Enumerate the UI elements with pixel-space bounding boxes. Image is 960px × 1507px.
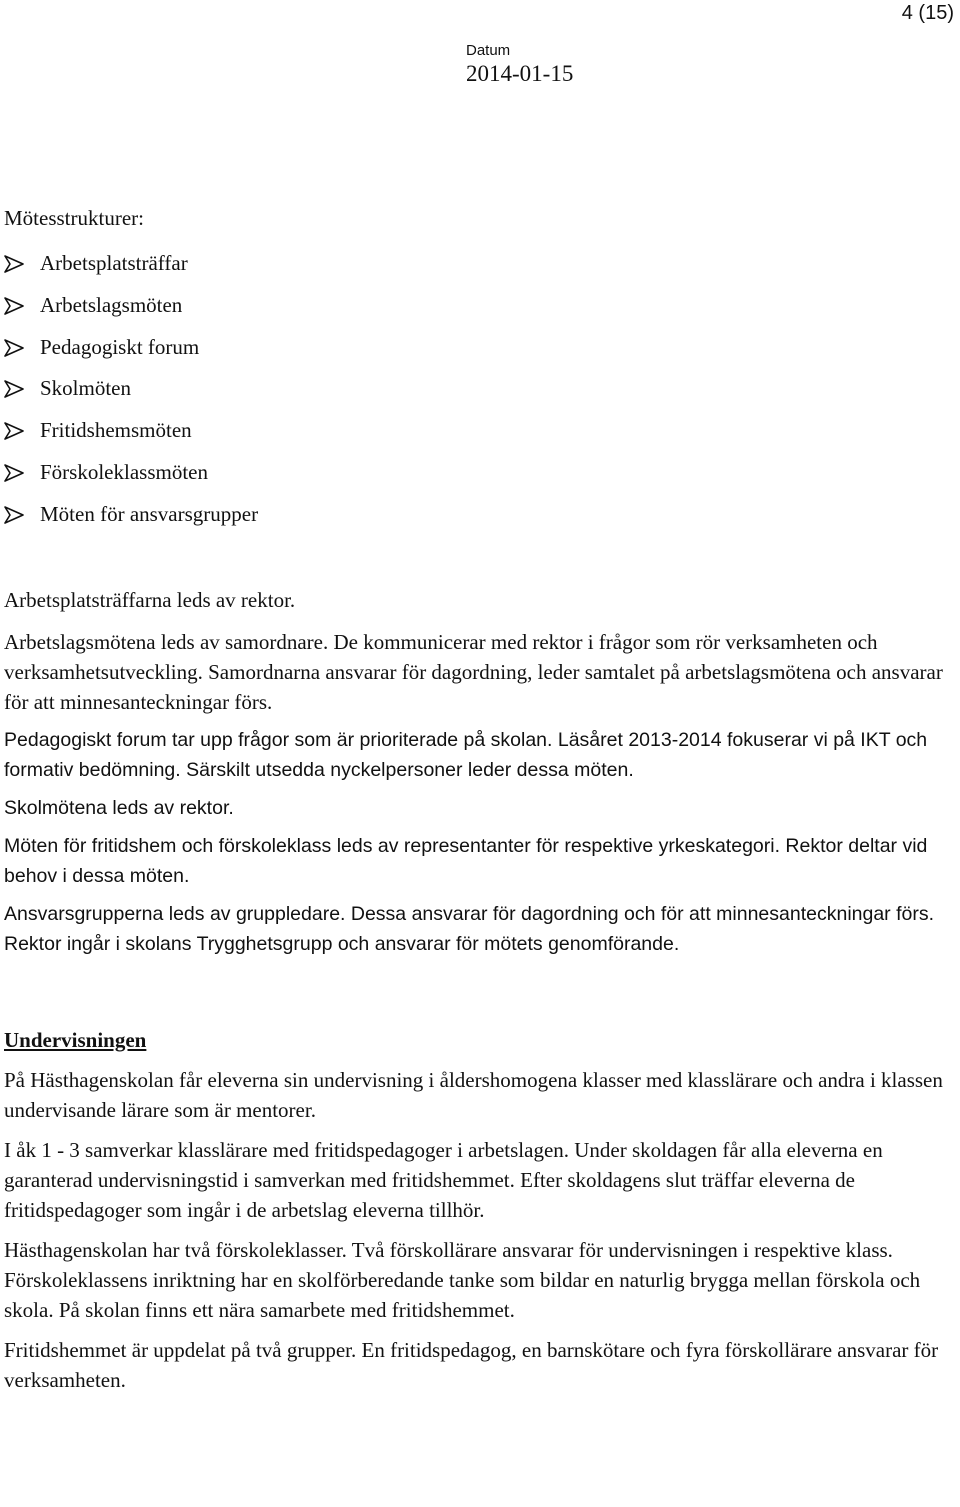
meetings-list bbox=[4, 243, 954, 536]
list-item bbox=[4, 452, 954, 494]
paragraph-arbetslagsmoten: Arbetslagsmötena leds av samordnare. De kommunicerar med rektor i frågor som rör verksamheten och verksamhetsutveckling. Samordnarna ansvarar för dagordning, leder samtalet på arbetslagsmötena och ansvarar för att minnesanteckningar förs. bbox=[4, 629, 943, 714]
list-item bbox=[4, 285, 954, 327]
paragraph-fritidshemmet: Fritidshemmet är uppdelat på två grupper. En fritidspedagog, en barnskötare och fyra förskollärare ansvarar för verksamheten. bbox=[4, 1337, 939, 1392]
arrow-bullet-icon bbox=[4, 297, 24, 315]
paragraph-forskoleklasser: Hästhagenskolan har två förskoleklasser. Två förskollärare ansvarar för undervisningen i respektive klass. Förskoleklassens inriktning har en skolförberedande tanke som bildar en naturlig brygga mellan förskola och skola. På skolan finns ett nära samarbete med fritidshemmet. bbox=[4, 1237, 921, 1322]
arrow-bullet-icon bbox=[4, 422, 24, 440]
list-item-label: Förskoleklassmöten bbox=[40, 459, 208, 484]
list-item-label: Fritidshemsmöten bbox=[40, 418, 192, 443]
paragraph-fritidshem-forskoleklass: Möten för fritidshem och förskoleklass leds av representanter för respektive yrkeskategori. Rektor deltar vid behov i dessa möten. bbox=[4, 834, 928, 887]
date-block bbox=[466, 42, 573, 88]
paragraph-undervisning-intro: På Hästhagenskolan får eleverna sin undervisning i åldershomogena klasser med klasslärare och andra i klassen undervisande lärare som är mentorer. bbox=[4, 1067, 943, 1122]
paragraph-ak-1-3: I åk 1 - 3 samverkar klasslärare med fritidspedagoger i arbetslagen. Under skoldagen får alla eleverna en garanterad undervisningstid i samverkan med fritidshemmet. Efter skoldagens slut träffar eleverna de fritidspedagoger som ingår i de arbetslag eleverna tillhör. bbox=[4, 1137, 883, 1222]
document-body bbox=[4, 203, 954, 1395]
list-item bbox=[4, 368, 954, 410]
arrow-bullet-icon bbox=[4, 255, 24, 273]
list-item-label: Arbetslagsmöten bbox=[40, 292, 183, 317]
paragraph-pedagogiskt-forum: Pedagogiskt forum tar upp frågor som är prioriterade på skolan. Läsåret 2013-2014 fokuserar vi på IKT och formativ bedömning. Särskilt utsedda nyckelpersoner leder dessa möten. bbox=[4, 728, 928, 781]
list-item-label: Skolmöten bbox=[40, 376, 132, 401]
arrow-bullet-icon bbox=[4, 380, 24, 398]
arrow-bullet-icon bbox=[4, 506, 24, 524]
meetings-heading: Mötesstrukturer: bbox=[4, 206, 144, 230]
section-heading-undervisningen: Undervisningen bbox=[4, 1027, 147, 1052]
page-number: 4 (15) bbox=[901, 2, 954, 24]
list-item bbox=[4, 410, 954, 452]
paragraph-arbetsplatstraffar: Arbetsplatsträffarna leds av rektor. bbox=[4, 587, 296, 612]
list-item-label: Arbetsplatsträffar bbox=[40, 251, 188, 275]
list-item bbox=[4, 494, 954, 536]
list-item-label: Möten för ansvarsgrupper bbox=[40, 501, 259, 526]
date-label: Datum bbox=[466, 42, 511, 59]
date-value: 2014-01-15 bbox=[466, 61, 574, 86]
arrow-bullet-icon bbox=[4, 464, 24, 482]
arrow-bullet-icon bbox=[4, 339, 24, 357]
list-item-label: Pedagogiskt forum bbox=[40, 334, 200, 359]
list-item bbox=[4, 327, 954, 369]
paragraph-ansvarsgrupper: Ansvarsgrupperna leds av gruppledare. Dessa ansvarar för dagordning och för att minnesanteckningar förs. Rektor ingår i skolans Trygghetsgrupp och ansvarar för mötets genomförande. bbox=[4, 902, 935, 955]
list-item bbox=[4, 243, 954, 285]
paragraph-skolmoten: Skolmötena leds av rektor. bbox=[4, 796, 234, 819]
